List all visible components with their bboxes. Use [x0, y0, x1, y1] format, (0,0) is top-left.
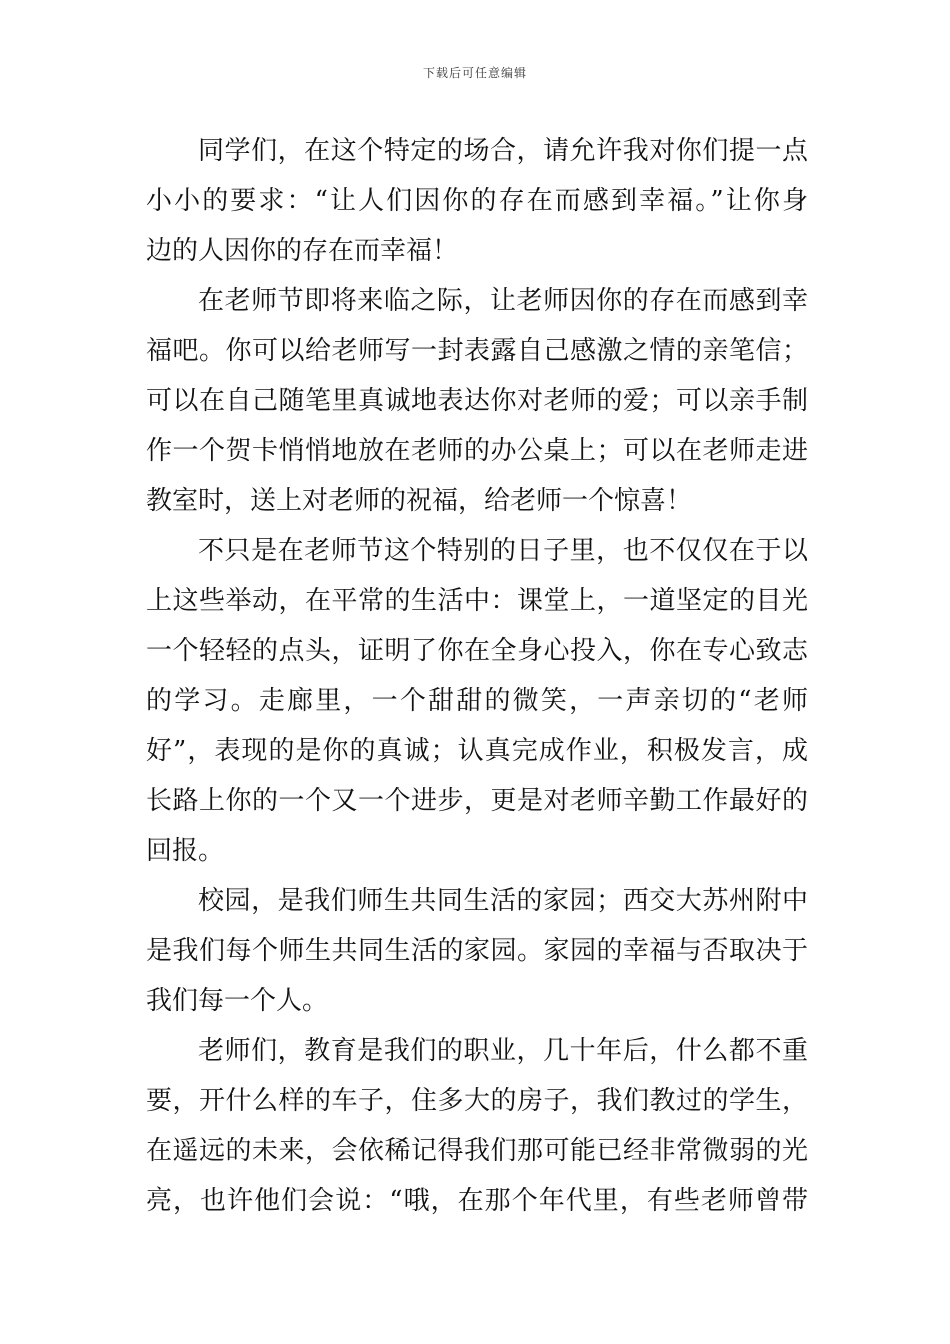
paragraph-5-line-1: 老师们，教育是我们的职业，几十年后，什么都不重 [198, 1036, 808, 1066]
paragraph-3-line-1: 不只是在老师节这个特别的日子里，也不仅仅在于以 [198, 536, 808, 566]
paragraph-5-line-3: 在遥远的未来，会依稀记得我们那可能已经非常微弱的光 [146, 1136, 808, 1166]
paragraph-4-line-2: 是我们每个师生共同生活的家园。家园的幸福与否取决于 [146, 936, 808, 966]
paragraph-3-line-6: 长路上你的一个又一个进步，更是对老师辛勤工作最好的 [146, 786, 808, 816]
page-header-note: 下载后可任意编辑 [422, 66, 527, 80]
paragraph-3-line-7: 回报。 [146, 836, 225, 866]
paragraph-3-line-2: 上这些举动，在平常的生活中：课堂上，一道坚定的目光 [146, 586, 808, 616]
paragraph-1-line-1: 同学们，在这个特定的场合，请允许我对你们提一点 [198, 136, 808, 166]
paragraph-2-line-3: 可以在自己随笔里真诚地表达你对老师的爱；可以亲手制 [146, 386, 808, 416]
paragraph-3-line-4: 的学习。走廊里，一个甜甜的微笑，一声亲切的“老师 [146, 686, 808, 716]
paragraph-4-line-1: 校园，是我们师生共同生活的家园；西交大苏州附中 [198, 886, 808, 916]
paragraph-2-line-1: 在老师节即将来临之际，让老师因你的存在而感到幸 [198, 286, 808, 316]
paragraph-3-line-3: 一个轻轻的点头，证明了你在全身心投入，你在专心致志 [146, 636, 808, 666]
paragraph-2-line-2: 福吧。你可以给老师写一封表露自己感激之情的亲笔信； [146, 336, 808, 366]
document-body [146, 126, 808, 1226]
paragraph-2-line-4: 作一个贺卡悄悄地放在老师的办公桌上；可以在老师走进 [146, 436, 808, 466]
paragraph-3-line-5: 好”，表现的是你的真诚；认真完成作业，积极发言，成 [146, 736, 808, 766]
paragraph-1-line-3: 边的人因你的存在而幸福！ [146, 236, 459, 266]
paragraph-2-line-5: 教室时，送上对老师的祝福，给老师一个惊喜！ [146, 486, 693, 516]
paragraph-5-line-4: 亮，也许他们会说：“哦，在那个年代里，有些老师曾带 [146, 1186, 808, 1216]
paragraph-4-line-3: 我们每一个人。 [146, 986, 329, 1016]
paragraph-5-line-2: 要，开什么样的车子，住多大的房子，我们教过的学生， [146, 1086, 808, 1116]
paragraph-1-line-2: 小小的要求：“让人们因你的存在而感到幸福。”让你身 [146, 186, 808, 216]
